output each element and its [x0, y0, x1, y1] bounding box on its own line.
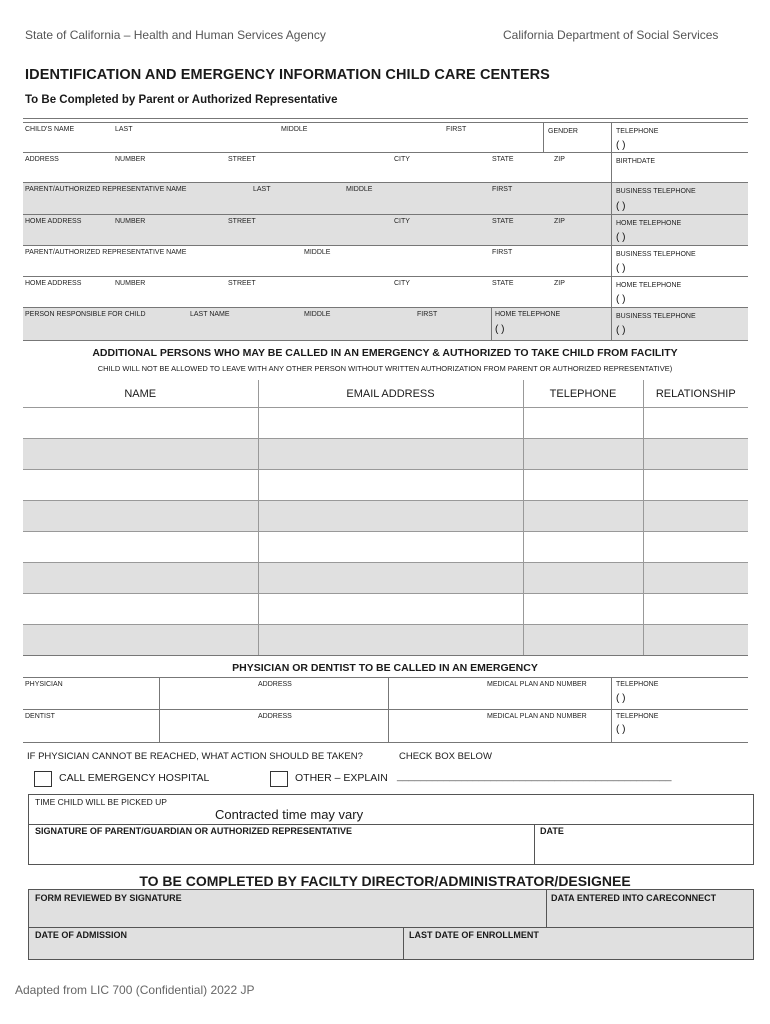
last-label: LAST	[115, 126, 133, 133]
table-row[interactable]	[23, 408, 748, 439]
form-title: IDENTIFICATION AND EMERGENCY INFORMATION CHILD CARE CENTERS	[25, 67, 550, 83]
state-label: STATE	[492, 156, 514, 163]
gender-label: GENDER	[548, 128, 578, 135]
parent2-state-label: STATE	[492, 280, 514, 287]
responsible-first-label: FIRST	[417, 311, 438, 318]
parent1-business-tel-paren: ( )	[616, 201, 626, 212]
parent2-city-label: CITY	[394, 280, 410, 287]
parent2-home-tel-label: HOME TELEPHONE	[616, 282, 682, 289]
parent1-number-label: NUMBER	[115, 218, 146, 225]
parent1-name-label: PARENT/AUTHORIZED REPRESENTATIVE NAME	[25, 186, 187, 193]
signature-date-label: DATE	[540, 826, 564, 836]
pickup-signature-box	[28, 794, 754, 865]
parent1-business-tel-label: BUSINESS TELEPHONE	[616, 188, 696, 195]
parent1-middle-label: MIDDLE	[346, 186, 373, 193]
parent2-middle-label: MIDDLE	[304, 249, 331, 256]
emergency-note: CHILD WILL NOT BE ALLOWED TO LEAVE WITH ANY OTHER PERSON WITHOUT WRITTEN AUTHORIZATION FROM PARENT OR AUTHORIZED REPRESENTATIVE)	[97, 364, 673, 373]
parent2-name-label: PARENT/AUTHORIZED REPRESENTATIVE NAME	[25, 249, 187, 256]
col-relationship: RELATIONSHIP	[643, 380, 748, 408]
action-question: IF PHYSICIAN CANNOT BE REACHED, WHAT ACTION SHOULD BE TAKEN?	[27, 751, 363, 762]
call-hospital-checkbox[interactable]	[34, 771, 52, 787]
parent2-name-row[interactable]	[23, 245, 748, 277]
childs-name-label: CHILD'S NAME	[25, 126, 75, 133]
physician-label: PHYSICIAN	[25, 681, 63, 688]
facility-box	[28, 889, 754, 960]
address-label: ADDRESS	[25, 156, 59, 163]
parent1-home-address-label: HOME ADDRESS	[25, 218, 82, 225]
parent1-name-row[interactable]	[23, 182, 748, 215]
responsible-home-tel-paren: ( )	[495, 324, 505, 335]
parent1-address-row[interactable]	[23, 214, 748, 246]
parent1-first-label: FIRST	[492, 186, 513, 193]
signature-label: SIGNATURE OF PARENT/GUARDIAN OR AUTHORIZED REPRESENTATIVE	[35, 826, 353, 836]
facility-heading: TO BE COMPLETED BY FACILTY DIRECTOR/ADMINISTRATOR/DESIGNEE	[139, 873, 631, 889]
city-label: CITY	[394, 156, 410, 163]
emergency-contacts-table	[23, 380, 748, 656]
form-subtitle: To Be Completed by Parent or Authorized Representative	[25, 94, 338, 106]
responsible-middle-label: MIDDLE	[304, 311, 331, 318]
birthdate-label: BIRTHDATE	[616, 158, 656, 165]
table-row[interactable]	[23, 470, 748, 501]
street-label: STREET	[228, 156, 256, 163]
physician-grid	[23, 677, 748, 743]
pickup-label: TIME CHILD WILL BE PICKED UP	[35, 797, 167, 807]
agency-header: State of California – Health and Human Services Agency	[25, 28, 326, 42]
col-name: NAME	[23, 380, 258, 408]
col-telephone: TELEPHONE	[523, 380, 643, 408]
date-admission-label: DATE OF ADMISSION	[35, 930, 127, 940]
dentist-plan-label: MEDICAL PLAN AND NUMBER	[487, 713, 587, 720]
dentist-tel-paren: ( )	[616, 724, 626, 735]
telephone-label: TELEPHONE	[616, 128, 659, 135]
first-label: FIRST	[446, 126, 467, 133]
table-row[interactable]	[23, 439, 748, 470]
data-entered-label: DATA ENTERED INTO CARECONNECT	[551, 893, 717, 903]
parent2-street-label: STREET	[228, 280, 256, 287]
check-box-below: CHECK BOX BELOW	[399, 751, 492, 762]
telephone-paren: ( )	[616, 140, 626, 151]
physician-tel-label: TELEPHONE	[616, 681, 659, 688]
other-explain-checkbox[interactable]	[270, 771, 288, 787]
parent2-home-address-label: HOME ADDRESS	[25, 280, 82, 287]
person-responsible-label: PERSON RESPONSIBLE FOR CHILD	[25, 311, 146, 318]
parent1-city-label: CITY	[394, 218, 410, 225]
responsible-business-tel-paren: ( )	[616, 325, 626, 336]
zip-label: ZIP	[554, 156, 565, 163]
physician-address-label: ADDRESS	[258, 681, 292, 688]
other-explain-label: OTHER – EXPLAIN	[295, 772, 388, 784]
pickup-value[interactable]: Contracted time may vary	[215, 807, 364, 822]
reviewed-by-label: FORM REVIEWED BY SIGNATURE	[35, 893, 182, 903]
responsible-business-tel-label: BUSINESS TELEPHONE	[616, 313, 696, 320]
call-hospital-label: CALL EMERGENCY HOSPITAL	[59, 772, 210, 784]
parent1-home-tel-label: HOME TELEPHONE	[616, 220, 682, 227]
other-explain-line[interactable]: _______________________________________________	[397, 770, 672, 782]
emergency-heading: ADDITIONAL PERSONS WHO MAY BE CALLED IN AN EMERGENCY & AUTHORIZED TO TAKE CHILD FROM FACILITY	[92, 347, 678, 359]
parent2-home-tel-paren: ( )	[616, 294, 626, 305]
footer-text: Adapted from LIC 700 (Confidential) 2022 JP	[15, 983, 255, 997]
department-header: California Department of Social Services	[503, 28, 719, 42]
col-email: EMAIL ADDRESS	[258, 380, 523, 408]
parent1-zip-label: ZIP	[554, 218, 565, 225]
physician-heading: PHYSICIAN OR DENTIST TO BE CALLED IN AN EMERGENCY	[232, 662, 538, 674]
physician-tel-paren: ( )	[616, 693, 626, 704]
table-row[interactable]	[23, 594, 748, 625]
childs-name-row[interactable]	[23, 122, 748, 153]
parent2-first-label: FIRST	[492, 249, 513, 256]
parent2-zip-label: ZIP	[554, 280, 565, 287]
physician-plan-label: MEDICAL PLAN AND NUMBER	[487, 681, 587, 688]
parent1-last-label: LAST	[253, 186, 271, 193]
table-row[interactable]	[23, 625, 748, 656]
parent1-state-label: STATE	[492, 218, 514, 225]
middle-label: MIDDLE	[281, 126, 308, 133]
parent2-address-row[interactable]	[23, 276, 748, 308]
dentist-label: DENTIST	[25, 713, 55, 720]
parent2-number-label: NUMBER	[115, 280, 146, 287]
responsible-home-tel-label: HOME TELEPHONE	[495, 311, 561, 318]
parent1-street-label: STREET	[228, 218, 256, 225]
number-label: NUMBER	[115, 156, 146, 163]
responsible-last-name-label: LAST NAME	[190, 311, 230, 318]
dentist-address-label: ADDRESS	[258, 713, 292, 720]
parent2-business-tel-label: BUSINESS TELEPHONE	[616, 251, 696, 258]
person-responsible-row[interactable]	[23, 307, 748, 341]
child-address-row[interactable]	[23, 152, 748, 183]
parent2-business-tel-paren: ( )	[616, 263, 626, 274]
parent1-home-tel-paren: ( )	[616, 232, 626, 243]
dentist-tel-label: TELEPHONE	[616, 713, 659, 720]
table-row[interactable]	[23, 563, 748, 594]
table-row[interactable]	[23, 501, 748, 532]
last-enrollment-label: LAST DATE OF ENROLLMENT	[409, 930, 539, 940]
table-row[interactable]	[23, 532, 748, 563]
identification-grid	[23, 118, 748, 341]
